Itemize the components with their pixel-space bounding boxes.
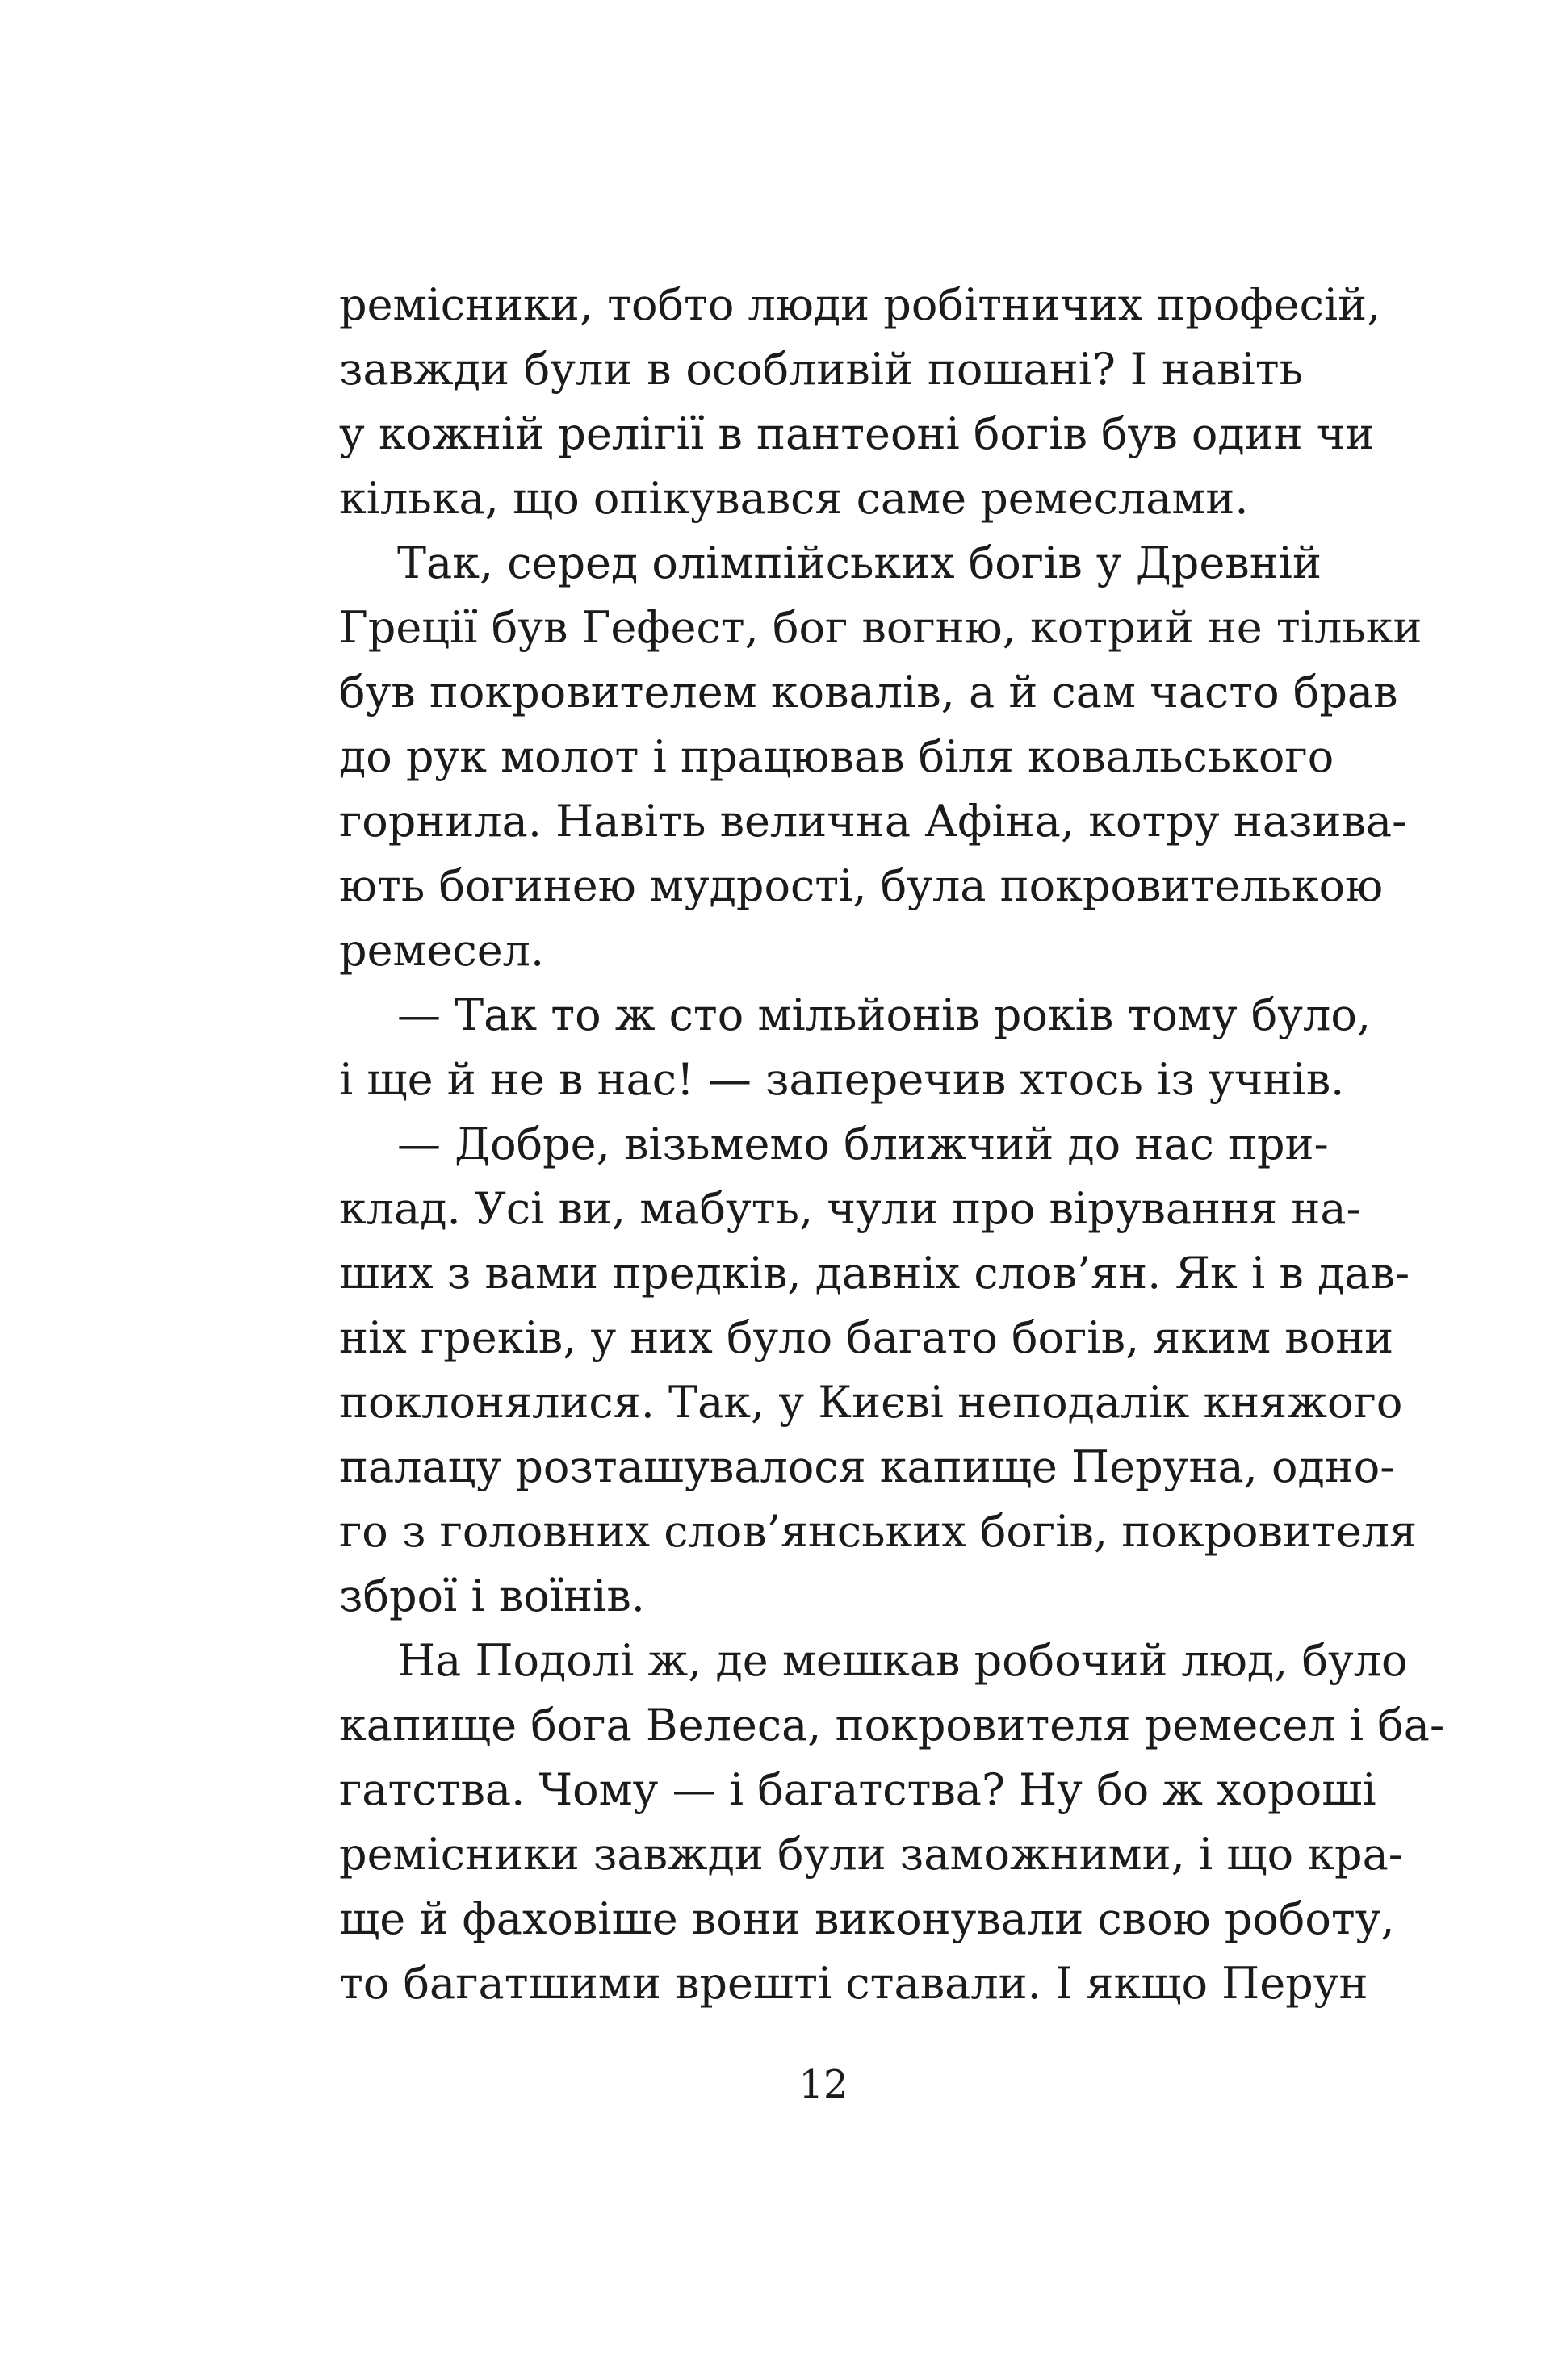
text-line: кілька, що опікувався саме ремеслами. [339,473,1249,524]
text-line: завжди були в особливій пошані? І навіть [339,344,1303,395]
text-line: — Добре, візьмемо ближчий до нас при- [397,1119,1329,1169]
text-line: гатства. Чому — і багатства? Ну бо ж хороші [339,1764,1376,1815]
text-line: то багатшими врешті ставали. І якщо Перун [339,1958,1368,2009]
text-line: клад. Усі ви, мабуть, чули про вірування на- [339,1183,1361,1234]
text-line: зброї і воїнів. [339,1571,645,1621]
text-line: ремісники, тобто люди робітничих професій, [339,279,1381,330]
text-line: ють богинею мудрості, була покровителькою [339,860,1384,911]
text-line: ніх греків, у них було багато богів, яким вони [339,1312,1394,1363]
text-line: поклонялися. Так, у Києві неподалік княжого [339,1377,1403,1428]
text-line: ремісники завжди були заможними, і що кра- [339,1829,1404,1880]
text-line: го з головних слов’янських богів, покровителя [339,1506,1418,1557]
text-line: — Так то ж сто мільйонів років тому було, [397,989,1372,1040]
text-line: і ще й не в нас! — заперечив хтось із учнів. [339,1054,1345,1105]
text-line: був покровителем ковалів, а й сам часто брав [339,667,1398,717]
text-line: капище бога Велеса, покровителя ремесел і ба- [339,1700,1445,1750]
text-line: ремесел. [339,925,545,976]
text-line: ших з вами предків, давніх слов’ян. Як і в дав- [339,1248,1410,1299]
text-line: ще й фаховіше вони виконували свою роботу, [339,1893,1395,1944]
text-line: у кожній релігії в пантеоні богів був один чи [339,408,1375,459]
text-line: горнила. Навіть велична Афіна, котру назива- [339,796,1407,847]
text-line: палацу розташувалося капище Перуна, одно- [339,1441,1395,1492]
text-line: На Подолі ж, де мешкав робочий люд, було [397,1635,1408,1686]
text-line: до рук молот і працював біля ковальського [339,731,1334,782]
text-line: Так, серед олімпійських богів у Древній [397,537,1322,588]
body-text [339,273,1445,2016]
page-number: 12 [798,2062,848,2107]
text-line: Греції був Гефест, бог вогню, котрий не тільки [339,602,1422,653]
